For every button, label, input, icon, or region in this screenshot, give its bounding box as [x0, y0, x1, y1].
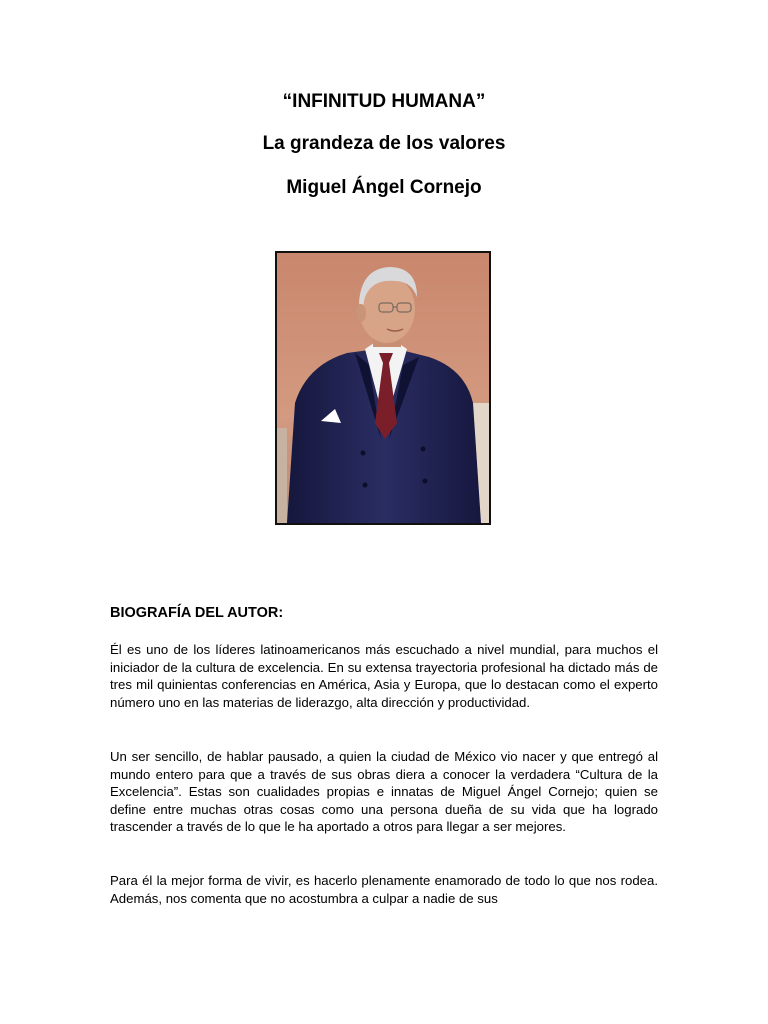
biography-paragraph-1: Él es uno de los líderes latinoamericanos más escuchado a nivel mundial, para muchos el iniciador de la cultura de excelencia. En su extensa trayectoria profesional ha dictado más de tres mil quinientas conferencias en América, Asia y Europa, que lo destacan como el experto número uno en las materias de liderazgo, alta dirección y productividad. — [110, 642, 658, 710]
author-photo — [275, 251, 491, 525]
author-portrait-icon — [277, 253, 489, 523]
document-title: “INFINITUD HUMANA” — [282, 91, 486, 112]
section-heading: BIOGRAFÍA DEL AUTOR: — [110, 605, 284, 621]
biography-paragraph-3: Para él la mejor forma de vivir, es hacerlo plenamente enamorado de todo lo que nos rodea. Además, nos comenta que no acostumbra a culpar a nadie de sus — [110, 873, 658, 906]
biography-paragraph-2: Un ser sencillo, de hablar pausado, a quien la ciudad de México vio nacer y que entregó al mundo entero para que a través de sus obras diera a conocer la verdadera “Cultura de la Excelencia”. Estas son cualidades propias e innatas de Miguel Ángel Cornejo; quien se define entre muchas otras cosas como una persona dueña de su vida que ha logrado trascender a través de lo que le ha aportado a otros para llegar a ser mejores. — [110, 749, 658, 834]
document-author: Miguel Ángel Cornejo — [286, 177, 482, 198]
document-subtitle: La grandeza de los valores — [262, 133, 506, 154]
